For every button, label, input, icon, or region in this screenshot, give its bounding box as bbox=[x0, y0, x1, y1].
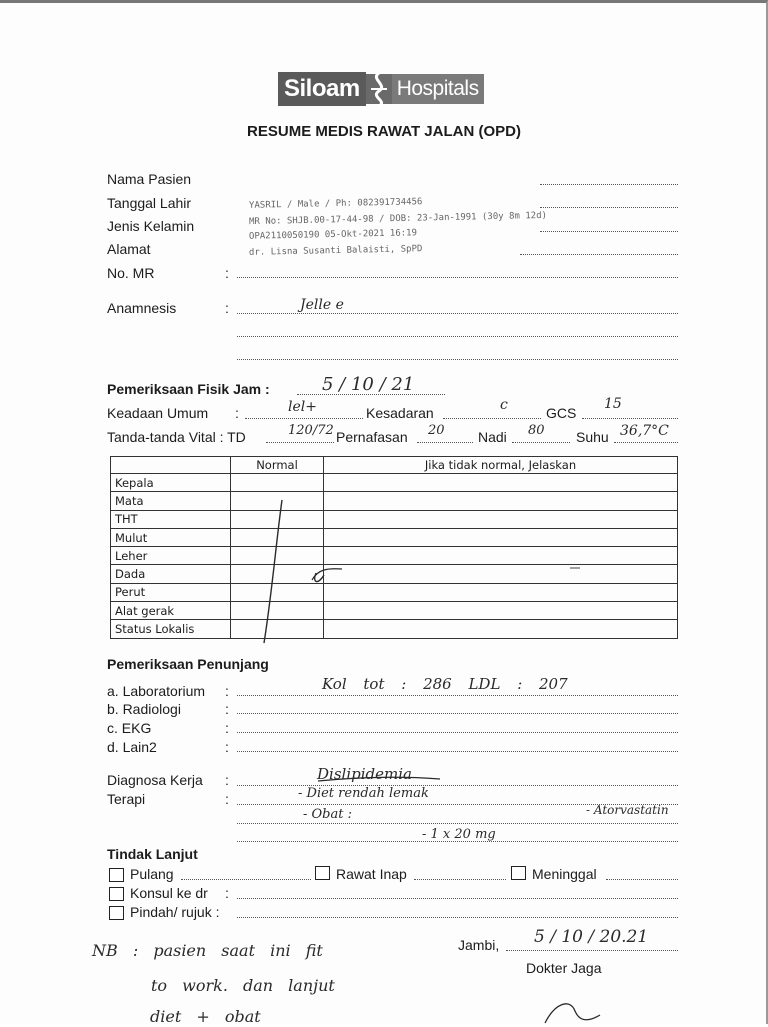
label-tanggal-lahir: Tanggal Lahir bbox=[107, 195, 192, 211]
suhu-handwriting: 36,7°C bbox=[620, 423, 669, 439]
label-keadaan-umum: Keadaan Umum bbox=[107, 405, 209, 421]
label-no-mr: No. MR bbox=[107, 265, 155, 281]
diagnosa-handwriting: Dislipidemia bbox=[317, 765, 412, 783]
colon: : bbox=[225, 720, 229, 736]
jam-handwriting: 5 / 10 / 21 bbox=[322, 374, 415, 395]
label-pindah: Pindah/ rujuk : bbox=[130, 904, 220, 920]
label-lain2: d. Lain2 bbox=[107, 739, 157, 755]
header-normal: Normal bbox=[231, 457, 324, 474]
label-terapi: Terapi bbox=[107, 791, 146, 807]
note-line-3: diet + obat bbox=[150, 1007, 261, 1026]
label-alamat: Alamat bbox=[107, 241, 151, 257]
row-label: Mata bbox=[111, 492, 231, 510]
colon: : bbox=[225, 300, 229, 316]
keadaan-handwriting: lel+ bbox=[288, 399, 317, 415]
label-diagnosa-kerja: Diagnosa Kerja bbox=[107, 772, 203, 788]
label-rawat-inap: Rawat Inap bbox=[336, 866, 407, 882]
label-laboratorium: a. Laboratorium bbox=[107, 683, 206, 699]
colon: : bbox=[225, 772, 229, 788]
row-label: Status Lokalis bbox=[111, 620, 231, 638]
label-jenis-kelamin: Jenis Kelamin bbox=[107, 218, 195, 234]
colon: : bbox=[225, 885, 229, 901]
colon: : bbox=[225, 265, 229, 281]
colon: : bbox=[225, 791, 229, 807]
stamp-line-3: OPA2110050190 05-Okt-2021 16:19 bbox=[248, 228, 418, 242]
dada-check-stroke bbox=[312, 569, 342, 582]
row-label: THT bbox=[111, 510, 231, 528]
colon: : bbox=[225, 701, 229, 717]
terapi-handwriting-3: - Atorvastatin bbox=[586, 803, 669, 817]
label-tanda-vital: Tanda-tanda Vital : TD bbox=[107, 429, 246, 445]
label-pemeriksaan-fisik: Pemeriksaan Fisik Jam : bbox=[107, 381, 270, 397]
anamnesis-handwriting: Jelle e bbox=[300, 297, 344, 313]
colon: : bbox=[225, 683, 229, 699]
date-handwriting: 5 / 10 / 20.21 bbox=[534, 927, 649, 947]
row-label: Leher bbox=[111, 547, 231, 565]
terapi-handwriting-2: - Obat : bbox=[303, 807, 352, 822]
header-jelaskan: Jika tidak normal, Jelaskan bbox=[324, 457, 678, 474]
row-label: Perut bbox=[111, 583, 231, 601]
terapi-handwriting-4: - 1 x 20 mg bbox=[422, 827, 496, 842]
stamp-line-4: dr. Lisna Susanti Balaisti, SpPD bbox=[248, 244, 423, 258]
label-suhu: Suhu bbox=[576, 429, 609, 445]
nadi-handwriting: 80 bbox=[528, 423, 545, 438]
label-dokter-jaga: Dokter Jaga bbox=[526, 960, 602, 976]
colon: : bbox=[235, 405, 239, 421]
label-nama-pasien: Nama Pasien bbox=[107, 171, 192, 187]
note-line-2: to work. dan lanjut bbox=[151, 976, 335, 995]
lab-handwriting: Kol tot : 286 LDL : 207 bbox=[322, 675, 568, 693]
td-handwriting: 120/72 bbox=[288, 423, 334, 438]
label-meninggal: Meninggal bbox=[532, 866, 597, 882]
stamp-line-1: YASRIL / Male / Ph: 082391734456 bbox=[248, 197, 423, 211]
label-tindak-lanjut: Tindak Lanjut bbox=[107, 846, 198, 862]
label-pernafasan: Pernafasan bbox=[336, 429, 408, 445]
row-label: Mulut bbox=[111, 528, 231, 546]
diagnosa-underline-stroke bbox=[318, 777, 440, 781]
colon: : bbox=[225, 739, 229, 755]
signature-stroke bbox=[545, 1004, 600, 1023]
row-label: Kepala bbox=[111, 474, 231, 492]
label-konsul: Konsul ke dr bbox=[130, 885, 208, 901]
label-pulang: Pulang bbox=[130, 866, 174, 882]
label-kesadaran: Kesadaran bbox=[366, 405, 434, 421]
form-title: RESUME MEDIS RAWAT JALAN (OPD) bbox=[247, 123, 521, 140]
label-radiologi: b. Radiologi bbox=[107, 701, 181, 717]
note-line-1: NB : pasien saat ini fit bbox=[92, 941, 323, 960]
label-anamnesis: Anamnesis bbox=[107, 300, 177, 316]
pernafasan-handwriting: 20 bbox=[428, 423, 445, 438]
logo-text-siloam: Siloam bbox=[278, 72, 366, 106]
terapi-handwriting-1: - Diet rendah lemak bbox=[298, 786, 429, 801]
label-ekg: c. EKG bbox=[107, 720, 152, 736]
label-jambi: Jambi, bbox=[458, 937, 500, 953]
ink-strokes bbox=[0, 3, 768, 1027]
row-label: Dada bbox=[111, 565, 231, 583]
label-gcs: GCS bbox=[546, 405, 577, 421]
gcs-handwriting: 15 bbox=[604, 396, 622, 412]
label-pemeriksaan-penunjang: Pemeriksaan Penunjang bbox=[107, 656, 269, 672]
stamp-line-2: MR No: SHJB.00-17-44-98 / DOB: 23-Jan-1991 (30y 8m 12d) bbox=[248, 210, 548, 228]
kesadaran-handwriting: c bbox=[500, 397, 508, 413]
row-label: Alat gerak bbox=[111, 602, 231, 620]
label-nadi: Nadi bbox=[478, 429, 507, 445]
logo-text-hospitals: Hospitals bbox=[392, 74, 484, 104]
normal-checkmark-stroke bbox=[264, 500, 282, 643]
